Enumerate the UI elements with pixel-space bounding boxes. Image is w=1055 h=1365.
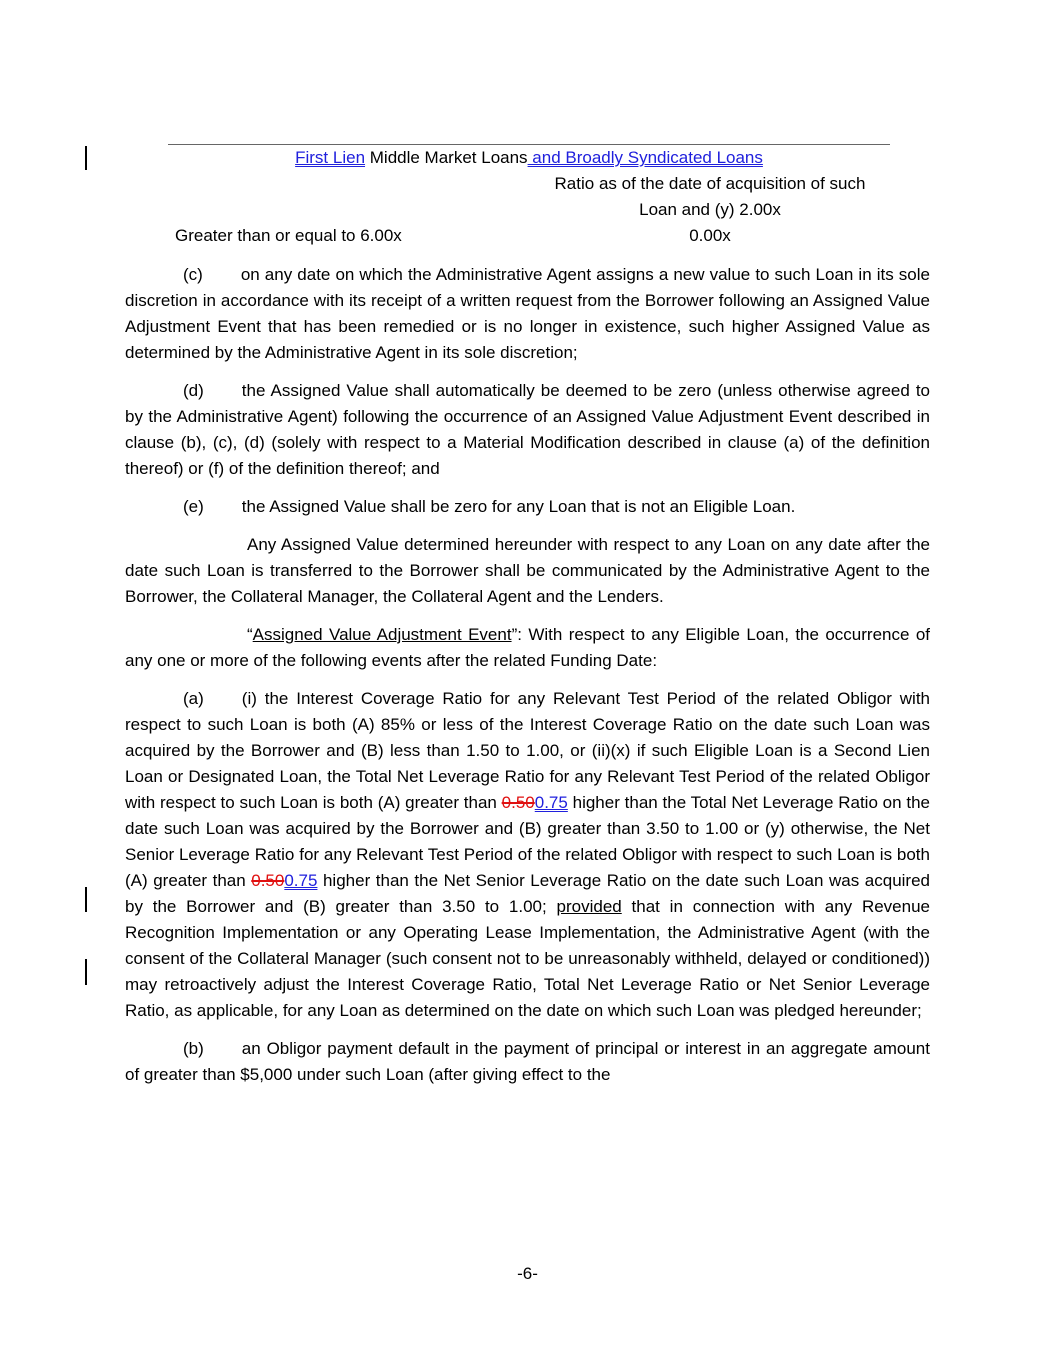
text-run: (i) the Interest Coverage Ratio for any Relevant Test Period of the related Obligor with respect to such Loan is both (A) 85% or less of the Interest Coverage Ratio on the date such Loan was acquired by the Borrower and (B) less than 1.50 to 1.00, or (ii)(x) if such Eligible Loan is a Second Lien Loan or Designated Loan, the Total Net Leverage Ratio for any Relevant Test Period of the related Obligor with respect to such Loan is both (A) greater than	[125, 689, 930, 812]
text-run: higher than the Net Senior Leverage Ratio on the date such Loan was acquired by the Borrower and (B) greater than 3.50 to 1.00;	[125, 871, 930, 916]
inserted-text: and Broadly Syndicated Loans	[527, 148, 763, 167]
table-cell-empty	[125, 171, 490, 223]
deleted-text: 0.50	[501, 793, 535, 812]
text-run: (b)	[183, 1039, 204, 1058]
inserted-text: 0.75	[534, 793, 568, 812]
text-run: Any Assigned Value determined hereunder with respect to any Loan on any date after the date such Loan is transferred to the Borrower shall be communicated by the Administrative Agent to the Borrower, the Collateral Manager, the Collateral Agent and the Lenders.	[125, 535, 930, 606]
text-run: the Assigned Value shall be zero for any Loan that is not an Eligible Loan.	[241, 497, 796, 516]
revision-change-bar	[85, 887, 87, 912]
text-run: (d)	[183, 381, 204, 400]
text-run: (a)	[183, 689, 204, 708]
paragraph-d	[125, 378, 930, 482]
text-run: the Assigned Value shall automatically be deemed to be zero (unless otherwise agreed to by the Administrative Agent) following the occurrence of an Assigned Value Adjustment Event described in clause (b), (c), (d) (solely with respect to a Material Modification described in clause (a) of the definition thereof) or (f) of the definition thereof; and	[125, 381, 930, 478]
deleted-text: 0.50	[251, 871, 285, 890]
underlined-term: provided	[556, 897, 622, 916]
text-run: an Obligor payment default in the payment of principal or interest in an aggregate amount of greater than $5,000 under such Loan (after giving effect to the	[125, 1039, 930, 1084]
revision-change-bar	[85, 959, 87, 985]
paragraph-e	[125, 494, 930, 520]
paragraph-assigned-value-communication	[125, 532, 930, 610]
paragraph-a	[125, 686, 930, 1024]
text-run: “	[247, 625, 253, 644]
text-run: Middle Market Loans	[365, 148, 528, 167]
underlined-term: Assigned Value Adjustment Event	[252, 625, 512, 644]
text-run: higher than the Total Net Leverage Ratio on the date such Loan was acquired by the Borrower and (B) greater than 3.50 to 1.00 or (y) otherwise, the Net Senior Leverage Ratio for any Relevant Test Period of the related Obligor with respect to such Loan is both (A) greater than	[125, 793, 930, 890]
text-run: on any date on which the Administrative Agent assigns a new value to such Loan in its sole discretion in accordance with its receipt of a written request from the Borrower following an Assigned Value Adjustment Event that has been remedied or is no longer in existence, such higher Assigned Value as determined by the Administrative Agent in its sole discretion;	[125, 265, 930, 362]
table-row	[125, 171, 930, 223]
table-column-heading	[168, 145, 890, 171]
table-cell-ratio-header	[490, 171, 930, 223]
table-cell-value: 0.00x	[689, 226, 731, 245]
text-run: that in connection with any Revenue Recognition Implementation or any Operating Lease Implementation, the Administrative Agent (with the consent of the Collateral Manager (such consent not to be unreasonably withheld, delayed or conditioned)) may retroactively adjust the Interest Coverage Ratio, Total Net Leverage Ratio or Net Senior Leverage Ratio, as applicable, for any Loan as determined on the date on which such Loan was pledged hereunder;	[125, 897, 930, 1020]
inserted-text: 0.75	[284, 871, 318, 890]
table-row	[125, 223, 930, 249]
revision-change-bar	[85, 146, 87, 170]
paragraph-avae-definition	[125, 622, 930, 674]
paragraph-b	[125, 1036, 930, 1088]
table-cell-criteria: Greater than or equal to 6.00x	[175, 226, 402, 245]
text-run: (c)	[183, 265, 203, 284]
inserted-text: First Lien	[295, 148, 366, 167]
ratio-header-line1: Ratio as of the date of acquisition of such	[554, 174, 866, 193]
ratio-header-line2: Loan and (y) 2.00x	[639, 200, 781, 219]
ratio-table-fragment	[125, 144, 930, 249]
text-run: ”: With respect to any Eligible Loan, the occurrence of any one or more of the following events after the related Funding Date:	[125, 625, 930, 670]
page-content	[125, 144, 930, 1088]
paragraph-c	[125, 262, 930, 366]
page-number: -6-	[517, 1264, 538, 1283]
text-run: (e)	[183, 497, 204, 516]
